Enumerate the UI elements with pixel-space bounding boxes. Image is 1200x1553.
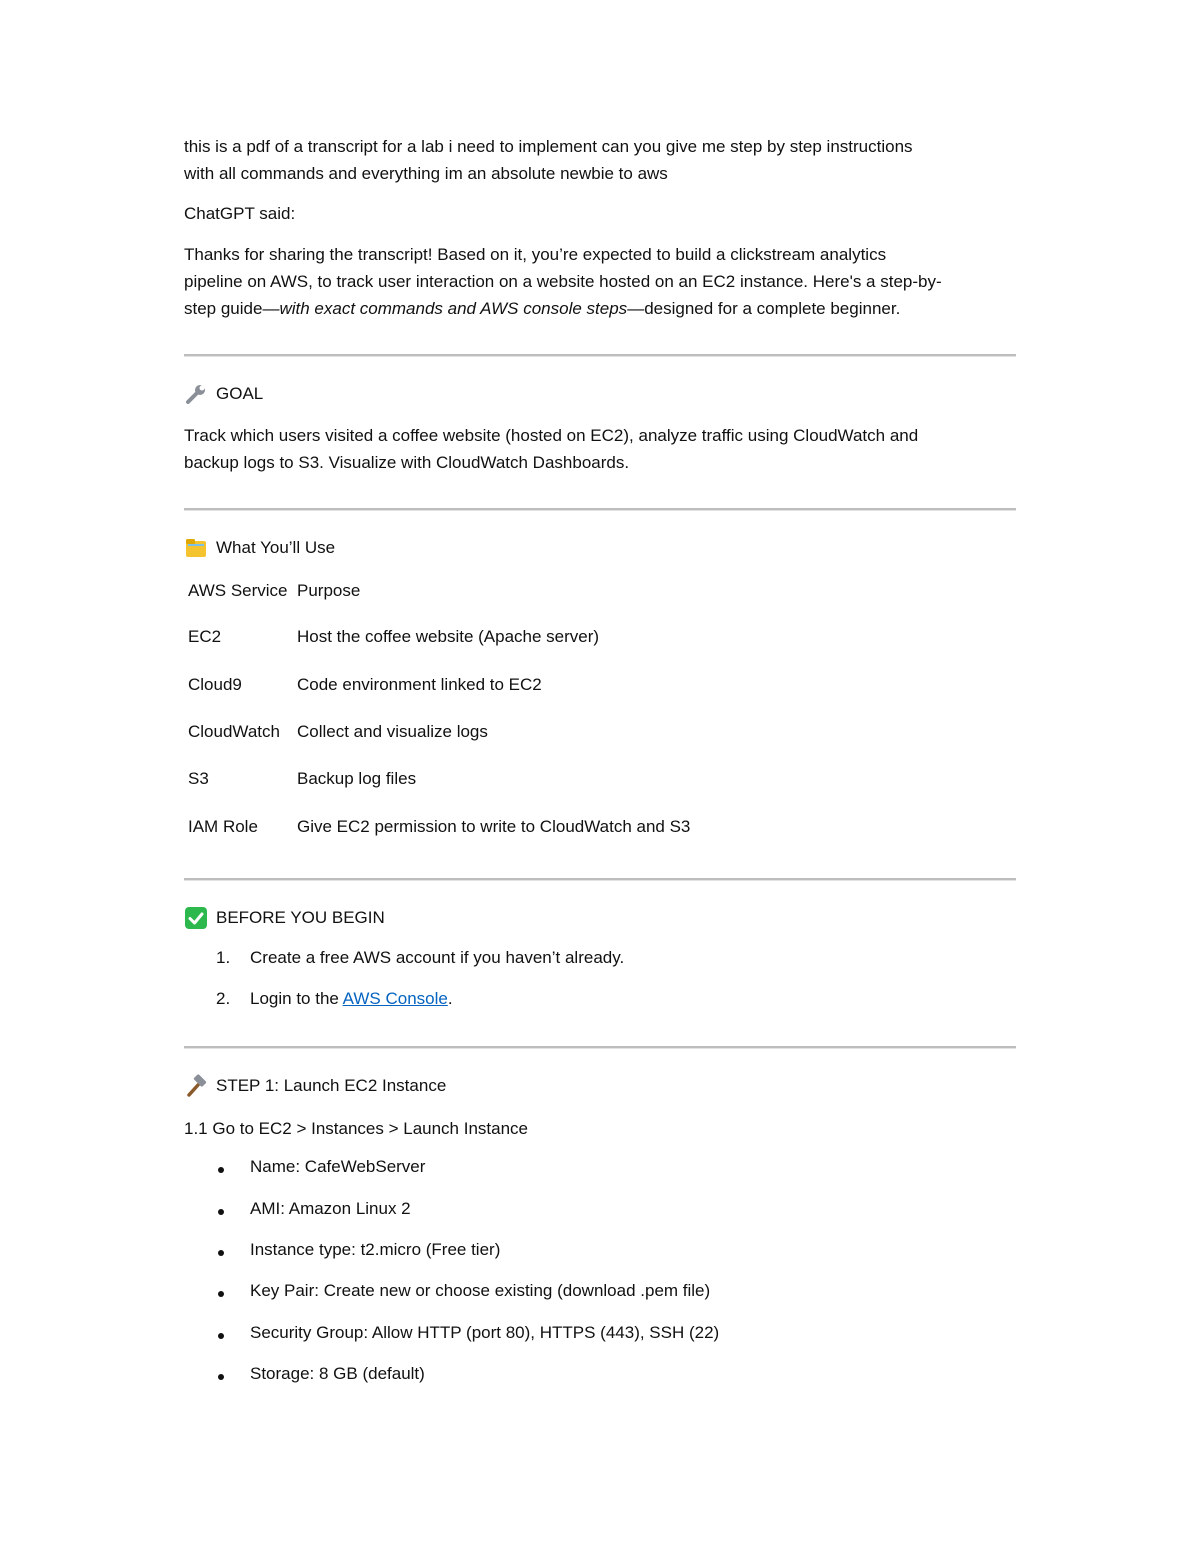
- aws-console-link[interactable]: AWS Console: [342, 989, 448, 1008]
- list-item: Instance type: t2.micro (Free tier): [250, 1240, 501, 1259]
- prompt-line-1: this is a pdf of a transcript for a lab i need to implement can you give me step by step instructions: [184, 137, 913, 156]
- table-header-service: AWS Service: [188, 581, 288, 600]
- divider: [184, 1046, 1016, 1049]
- table-cell-purpose: Code environment linked to EC2: [297, 675, 542, 694]
- list-item: Security Group: Allow HTTP (port 80), HTTPS (443), SSH (22): [250, 1323, 720, 1342]
- table-cell-service: IAM Role: [188, 817, 258, 836]
- table-cell-service: Cloud9: [188, 675, 242, 694]
- bullet-icon: [218, 1374, 224, 1380]
- divider: [184, 878, 1016, 881]
- bullet-icon: [218, 1250, 224, 1256]
- check-icon: [184, 906, 208, 930]
- table-cell-service: CloudWatch: [188, 722, 280, 741]
- intro-line-3: [184, 295, 900, 322]
- speaker-label: ChatGPT said:: [184, 204, 296, 223]
- goal-title: GOAL: [216, 384, 264, 403]
- goal-heading: [184, 382, 263, 406]
- step1-title: STEP 1: Launch EC2 Instance: [216, 1076, 447, 1095]
- intro-emphasis: with exact commands and AWS console steps: [279, 299, 628, 318]
- use-title: What You’ll Use: [216, 538, 336, 557]
- hammer-icon: [184, 1074, 208, 1098]
- before-item-2-pre: Login to the: [250, 989, 343, 1008]
- folder-icon: [184, 536, 208, 560]
- bullet-icon: [218, 1333, 224, 1339]
- goal-line-1: Track which users visited a coffee website (hosted on EC2), analyze traffic using CloudWatch and: [184, 426, 919, 445]
- table-cell-purpose: Collect and visualize logs: [297, 722, 488, 741]
- bullet-icon: [218, 1167, 224, 1173]
- wrench-icon: [184, 382, 208, 406]
- before-title: BEFORE YOU BEGIN: [216, 908, 385, 927]
- bullet-icon: [218, 1291, 224, 1297]
- bullet-icon: [218, 1209, 224, 1215]
- table-header-purpose: Purpose: [297, 581, 361, 600]
- list-item: Storage: 8 GB (default): [250, 1364, 425, 1383]
- divider: [184, 508, 1016, 511]
- intro-line-3-post: —designed for a complete beginner.: [627, 299, 901, 318]
- step1-heading: [184, 1074, 446, 1098]
- table-cell-service: S3: [188, 769, 209, 788]
- table-cell-service: EC2: [188, 627, 222, 646]
- use-heading: [184, 536, 335, 560]
- intro-line-2: pipeline on AWS, to track user interaction on a website hosted on an EC2 instance. Here's a step-by-: [184, 272, 942, 291]
- before-item-2-post: .: [447, 989, 453, 1008]
- table-cell-purpose: Host the coffee website (Apache server): [297, 627, 600, 646]
- list-item: Name: CafeWebServer: [250, 1157, 426, 1176]
- before-heading: [184, 906, 385, 930]
- intro-line-1: Thanks for sharing the transcript! Based on it, you’re expected to build a clickstream analytics: [184, 245, 887, 264]
- list-item: AMI: Amazon Linux 2: [250, 1199, 411, 1218]
- intro-line-3-pre: step guide—: [184, 299, 280, 318]
- prompt-line-2: with all commands and everything im an absolute newbie to aws: [184, 164, 668, 183]
- list-number: 2.: [216, 989, 231, 1008]
- table-cell-purpose: Give EC2 permission to write to CloudWatch and S3: [297, 817, 691, 836]
- divider: [184, 354, 1016, 357]
- before-item-1: Create a free AWS account if you haven’t already.: [250, 948, 625, 967]
- list-number: 1.: [216, 948, 231, 967]
- goal-line-2: backup logs to S3. Visualize with CloudWatch Dashboards.: [184, 453, 630, 472]
- step1-subheading: 1.1 Go to EC2 > Instances > Launch Instance: [184, 1119, 529, 1138]
- list-item: Key Pair: Create new or choose existing (download .pem file): [250, 1281, 711, 1300]
- before-item-2: [250, 989, 453, 1009]
- table-cell-purpose: Backup log files: [297, 769, 417, 788]
